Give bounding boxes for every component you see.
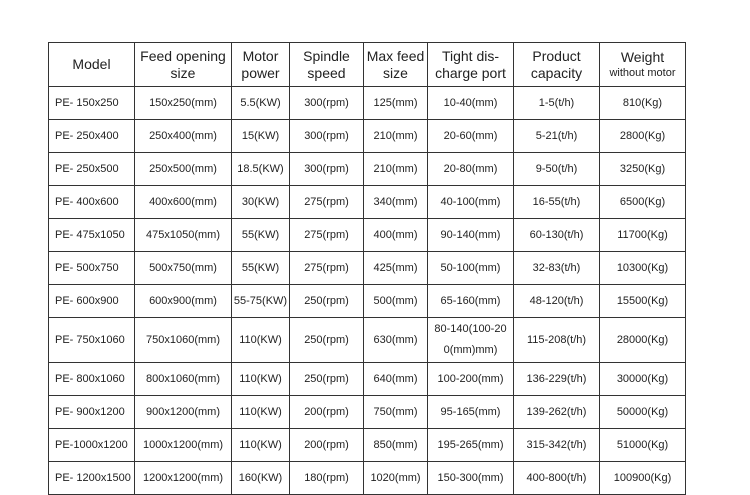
cell-spindle-speed: 180(rpm) <box>290 462 364 495</box>
cell-capacity: 16-55(t/h) <box>514 186 600 219</box>
header-spindle-speed: Spindle speed <box>290 43 364 87</box>
cell-discharge-port: 50-100(mm) <box>428 252 514 285</box>
cell-weight: 51000(Kg) <box>600 429 686 462</box>
cell-discharge-port: 90-140(mm) <box>428 219 514 252</box>
cell-capacity: 1-5(t/h) <box>514 87 600 120</box>
header-motor-power: Motor power <box>232 43 290 87</box>
cell-weight: 3250(Kg) <box>600 153 686 186</box>
cell-spindle-speed: 200(rpm) <box>290 396 364 429</box>
header-product-capacity: Product capacity <box>514 43 600 87</box>
cell-motor-power: 55(KW) <box>232 252 290 285</box>
spec-table <box>48 42 686 495</box>
cell-max-feed: 640(mm) <box>364 363 428 396</box>
cell-spindle-speed: 250(rpm) <box>290 363 364 396</box>
cell-capacity: 115-208(t/h) <box>514 318 600 363</box>
header-max-feed-size: Max feed size <box>364 43 428 87</box>
cell-max-feed: 125(mm) <box>364 87 428 120</box>
cell-model: PE- 150x250 <box>49 87 135 120</box>
cell-capacity: 32-83(t/h) <box>514 252 600 285</box>
cell-weight: 15500(Kg) <box>600 285 686 318</box>
cell-capacity: 60-130(t/h) <box>514 219 600 252</box>
cell-model: PE- 475x1050 <box>49 219 135 252</box>
cell-feed-opening: 600x900(mm) <box>135 285 232 318</box>
cell-motor-power: 160(KW) <box>232 462 290 495</box>
table-row <box>49 186 686 219</box>
cell-motor-power: 55(KW) <box>232 219 290 252</box>
cell-motor-power: 55-75(KW) <box>232 285 290 318</box>
cell-motor-power: 110(KW) <box>232 318 290 363</box>
cell-motor-power: 15(KW) <box>232 120 290 153</box>
cell-max-feed: 750(mm) <box>364 396 428 429</box>
cell-feed-opening: 750x1060(mm) <box>135 318 232 363</box>
cell-spindle-speed: 300(rpm) <box>290 120 364 153</box>
cell-motor-power: 110(KW) <box>232 363 290 396</box>
cell-spindle-speed: 300(rpm) <box>290 87 364 120</box>
cell-spindle-speed: 275(rpm) <box>290 186 364 219</box>
cell-capacity: 400-800(t/h) <box>514 462 600 495</box>
cell-discharge-port: 65-160(mm) <box>428 285 514 318</box>
cell-capacity: 136-229(t/h) <box>514 363 600 396</box>
cell-feed-opening: 1200x1200(mm) <box>135 462 232 495</box>
cell-max-feed: 425(mm) <box>364 252 428 285</box>
cell-capacity: 5-21(t/h) <box>514 120 600 153</box>
cell-model: PE- 1200x1500 <box>49 462 135 495</box>
cell-discharge-port: 40-100(mm) <box>428 186 514 219</box>
cell-feed-opening: 500x750(mm) <box>135 252 232 285</box>
cell-weight: 30000(Kg) <box>600 363 686 396</box>
cell-max-feed: 400(mm) <box>364 219 428 252</box>
table-row <box>49 87 686 120</box>
cell-max-feed: 1020(mm) <box>364 462 428 495</box>
cell-model: PE- 600x900 <box>49 285 135 318</box>
cell-model: PE- 400x600 <box>49 186 135 219</box>
cell-max-feed: 850(mm) <box>364 429 428 462</box>
cell-motor-power: 18.5(KW) <box>232 153 290 186</box>
table-row <box>49 396 686 429</box>
cell-discharge-port: 95-165(mm) <box>428 396 514 429</box>
header-feed-opening-size: Feed opening size <box>135 43 232 87</box>
cell-spindle-speed: 200(rpm) <box>290 429 364 462</box>
cell-discharge-port: 10-40(mm) <box>428 87 514 120</box>
cell-weight: 100900(Kg) <box>600 462 686 495</box>
cell-capacity: 315-342(t/h) <box>514 429 600 462</box>
cell-max-feed: 630(mm) <box>364 318 428 363</box>
cell-weight: 50000(Kg) <box>600 396 686 429</box>
table-row <box>49 429 686 462</box>
cell-capacity: 48-120(t/h) <box>514 285 600 318</box>
cell-spindle-speed: 300(rpm) <box>290 153 364 186</box>
cell-weight: 6500(Kg) <box>600 186 686 219</box>
table-row <box>49 462 686 495</box>
cell-feed-opening: 900x1200(mm) <box>135 396 232 429</box>
cell-capacity: 9-50(t/h) <box>514 153 600 186</box>
cell-model: PE-1000x1200 <box>49 429 135 462</box>
cell-feed-opening: 150x250(mm) <box>135 87 232 120</box>
cell-feed-opening: 250x400(mm) <box>135 120 232 153</box>
cell-model: PE- 900x1200 <box>49 396 135 429</box>
cell-max-feed: 210(mm) <box>364 120 428 153</box>
table-row <box>49 318 686 363</box>
header-weight: Weight without motor <box>600 43 686 87</box>
cell-model: PE- 250x400 <box>49 120 135 153</box>
cell-spindle-speed: 275(rpm) <box>290 252 364 285</box>
cell-weight: 28000(Kg) <box>600 318 686 363</box>
cell-model: PE- 250x500 <box>49 153 135 186</box>
cell-motor-power: 30(KW) <box>232 186 290 219</box>
cell-discharge-port: 20-80(mm) <box>428 153 514 186</box>
cell-feed-opening: 475x1050(mm) <box>135 219 232 252</box>
cell-feed-opening: 1000x1200(mm) <box>135 429 232 462</box>
table-row <box>49 219 686 252</box>
header-row <box>49 43 686 87</box>
cell-max-feed: 500(mm) <box>364 285 428 318</box>
cell-feed-opening: 250x500(mm) <box>135 153 232 186</box>
cell-weight: 2800(Kg) <box>600 120 686 153</box>
cell-max-feed: 210(mm) <box>364 153 428 186</box>
cell-spindle-speed: 250(rpm) <box>290 285 364 318</box>
cell-discharge-port: 80-140(100-20 0(mm)mm) <box>428 318 514 363</box>
table-row <box>49 363 686 396</box>
cell-model: PE- 500x750 <box>49 252 135 285</box>
table-row <box>49 153 686 186</box>
table-row <box>49 252 686 285</box>
table-row <box>49 285 686 318</box>
cell-weight: 10300(Kg) <box>600 252 686 285</box>
cell-motor-power: 110(KW) <box>232 396 290 429</box>
cell-discharge-port: 150-300(mm) <box>428 462 514 495</box>
cell-model: PE- 750x1060 <box>49 318 135 363</box>
header-tight-discharge-port: Tight dis- charge port <box>428 43 514 87</box>
cell-feed-opening: 400x600(mm) <box>135 186 232 219</box>
cell-spindle-speed: 250(rpm) <box>290 318 364 363</box>
cell-feed-opening: 800x1060(mm) <box>135 363 232 396</box>
cell-weight: 810(Kg) <box>600 87 686 120</box>
cell-motor-power: 110(KW) <box>232 429 290 462</box>
table-row <box>49 120 686 153</box>
cell-capacity: 139-262(t/h) <box>514 396 600 429</box>
header-model: Model <box>49 43 135 87</box>
cell-discharge-port: 20-60(mm) <box>428 120 514 153</box>
cell-weight: 11700(Kg) <box>600 219 686 252</box>
cell-discharge-port: 195-265(mm) <box>428 429 514 462</box>
cell-motor-power: 5.5(KW) <box>232 87 290 120</box>
cell-spindle-speed: 275(rpm) <box>290 219 364 252</box>
cell-model: PE- 800x1060 <box>49 363 135 396</box>
cell-max-feed: 340(mm) <box>364 186 428 219</box>
cell-discharge-port: 100-200(mm) <box>428 363 514 396</box>
